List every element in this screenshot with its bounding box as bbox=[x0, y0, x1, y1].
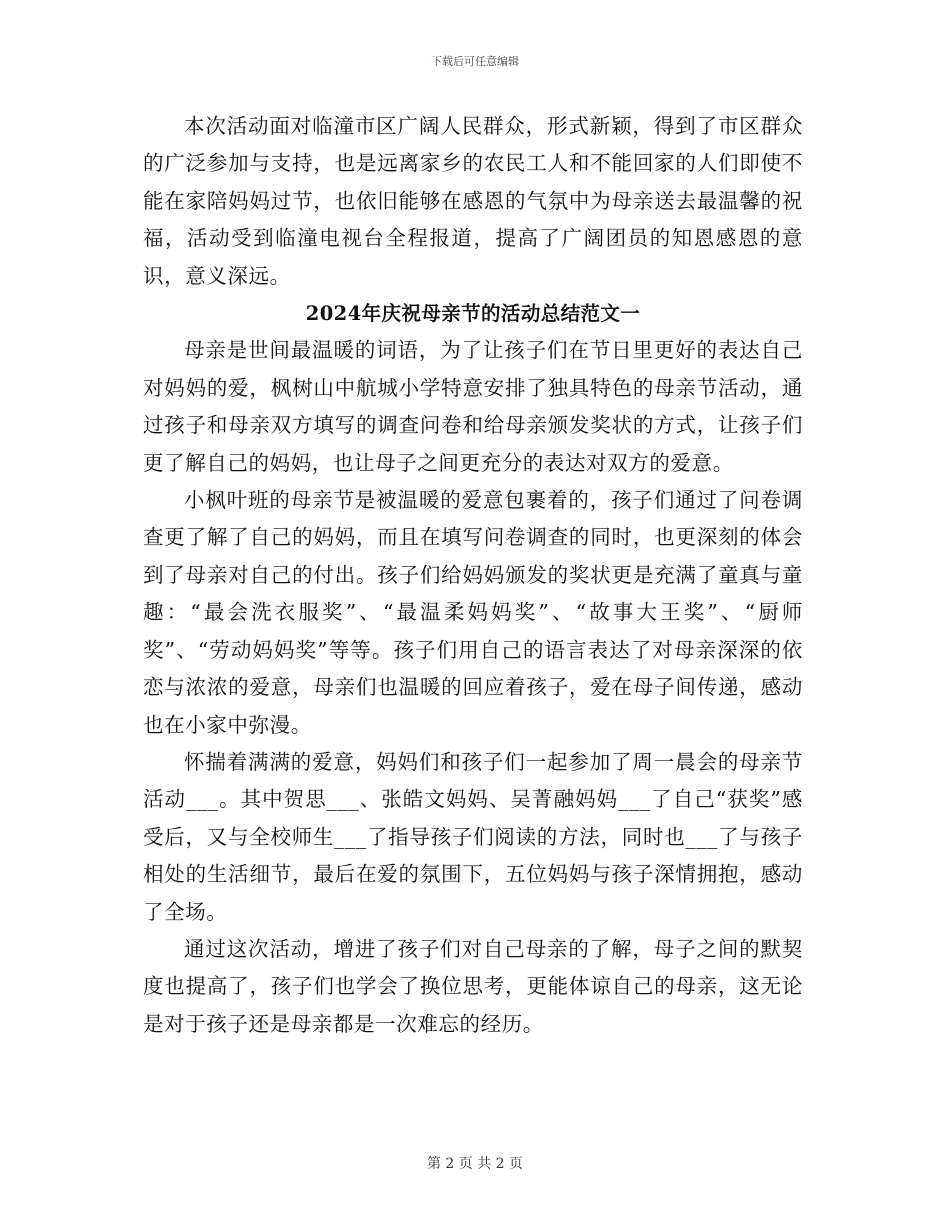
document-body bbox=[143, 108, 803, 1043]
page-header: 下载后可任意编辑 bbox=[431, 55, 519, 68]
intro-paragraph: 本次活动面对临潼市区广阔人民群众，形式新颖，得到了市区群众的广泛参加与支持，也是远离家乡的农民工人和不能回家的人们即使不能在家陪妈妈过节，也依旧能够在感恩的气氛中为母亲送去最温馨的祝福，活动受到临潼电视台全程报道，提高了广阔团员的知恩感恩的意识，意义深远。 bbox=[143, 114, 803, 288]
body-paragraph: 怀揣着满满的爱意，妈妈们和孩子们一起参加了周一晨会的母亲节活动___。其中贺思___、张皓文妈妈、吴菁融妈妈___了自己“获奖”感受后，又与全校师生___了指导孩子们阅读的方法，同时也___了与孩子相处的生活细节，最后在爱的氛围下，五位妈妈与孩子深情拥抱，感动了全场。 bbox=[143, 749, 803, 924]
body-paragraph: 通过这次活动，增进了孩子们对自己母亲的了解，母子之间的默契度也提高了，孩子们也学会了换位思考，更能体谅自己的母亲，这无论是对于孩子还是母亲都是一次难忘的经历。 bbox=[143, 936, 803, 1036]
page-footer: 第 2 页 共 2 页 bbox=[426, 1156, 524, 1172]
body-paragraph: 小枫叶班的母亲节是被温暖的爱意包裹着的，孩子们通过了问卷调查更了解了自己的妈妈，而且在填写问卷调查的同时，也更深刻的体会到了母亲对自己的付出。孩子们给妈妈颁发的奖状更是充满了童真与童趣：“最会洗衣服奖”、“最温柔妈妈奖”、“故事大王奖”、“厨师奖”、“劳动妈妈奖”等等。孩子们用自己的语言表达了对母亲深深的依恋与浓浓的爱意，母亲们也温暖的回应着孩子，爱在母子间传递，感动也在小家中弥漫。 bbox=[143, 488, 803, 737]
body-paragraph: 母亲是世间最温暖的词语，为了让孩子们在节日里更好的表达自己对妈妈的爱，枫树山中航城小学特意安排了独具特色的母亲节活动，通过孩子和母亲双方填写的调查问卷和给母亲颁发奖状的方式，让孩子们更了解自己的妈妈，也让母子之间更充分的表达对双方的爱意。 bbox=[143, 338, 803, 475]
section-title: 2024年庆祝母亲节的活动总结范文一 bbox=[305, 302, 641, 326]
